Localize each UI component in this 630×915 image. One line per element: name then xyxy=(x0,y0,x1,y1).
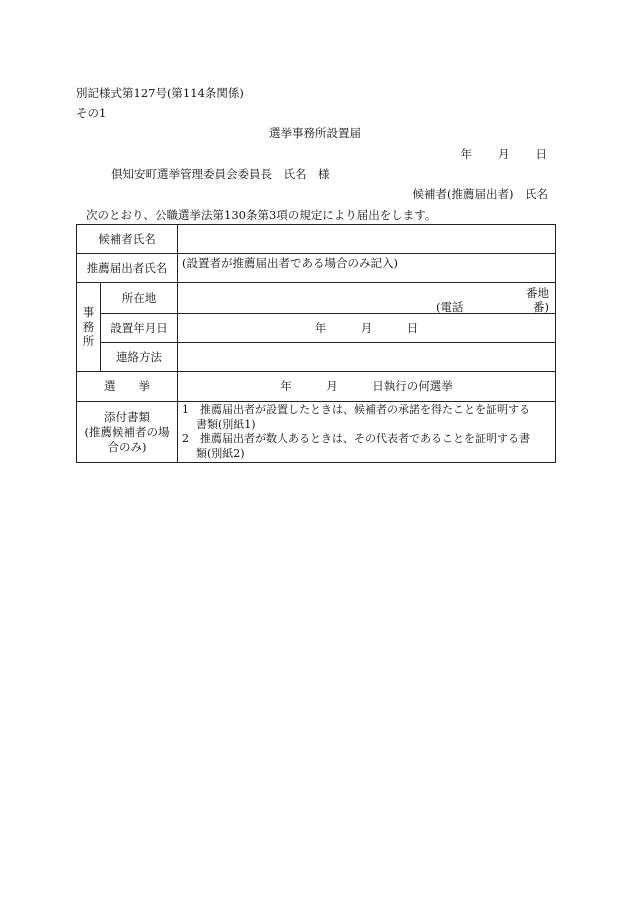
candidate-name-field[interactable] xyxy=(178,225,556,254)
contact-method-field[interactable] xyxy=(178,343,556,372)
recommender-name-label: 推薦届出者氏名 xyxy=(77,254,178,283)
sub-number: その1 xyxy=(76,106,107,120)
statement: 次のとおり、公職選挙法第130条第3項の規定により届出をします。 xyxy=(86,208,437,222)
setup-date-label: 設置年月日 xyxy=(101,314,178,343)
attachment-item-2: 2 推薦届出者が数人あるときは、その代表者であることを証明する書 類(別紙2) xyxy=(182,432,530,460)
attachment-label: 添付書類 (推薦候補者の場 合のみ) xyxy=(77,402,178,463)
election-label: 選 挙 xyxy=(77,372,178,402)
election-field[interactable]: 年 月 日執行の何選挙 xyxy=(178,372,556,402)
form-number: 別記様式第127号(第114条関係) xyxy=(76,86,244,100)
addressee: 倶知安町選挙管理委員会委員長 氏名 様 xyxy=(111,167,330,181)
submission-form-table xyxy=(76,224,556,463)
setup-date-field[interactable]: 年 月 日 xyxy=(178,314,556,343)
recommender-name-field[interactable] xyxy=(178,254,556,283)
date-line: 年 月 日 xyxy=(460,147,548,161)
contact-method-label: 連絡方法 xyxy=(101,343,178,372)
phone-close-text: 番) xyxy=(533,300,549,314)
candidate-name-label: 候補者氏名 xyxy=(77,225,178,254)
submitter-line: 候補者(推薦届出者) 氏名 xyxy=(412,187,548,201)
office-label: 事 務 所 xyxy=(77,283,101,372)
location-field[interactable] xyxy=(178,283,556,314)
phone-open-text: (電話 xyxy=(436,300,464,314)
recommender-note: (設置者が推薦届出者である場合のみ記入) xyxy=(182,256,398,270)
attachment-list xyxy=(178,402,556,463)
location-label: 所在地 xyxy=(101,283,178,314)
attachment-item-1: 1 推薦届出者が設置したときは、候補者の承諾を得たことを証明する 書類(別紙1) xyxy=(182,403,530,431)
banchi-text: 番地 xyxy=(526,286,549,300)
document-title: 選挙事務所設置届 xyxy=(269,126,361,140)
